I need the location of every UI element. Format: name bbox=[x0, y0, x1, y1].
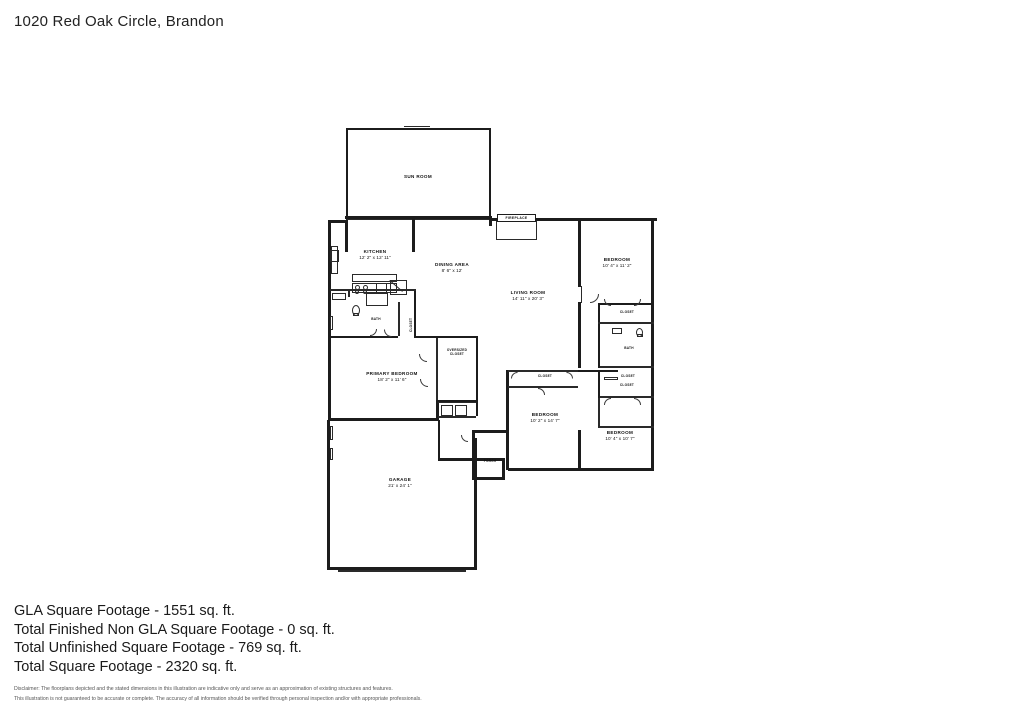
wall-kitchen-nook-right bbox=[412, 216, 415, 252]
wall-garage-west bbox=[327, 420, 330, 570]
wall-small-closet-left bbox=[398, 302, 400, 336]
wall-east-main bbox=[651, 218, 654, 471]
wall-hall-bottom bbox=[474, 430, 508, 433]
bathtub bbox=[366, 293, 388, 306]
summary-block bbox=[14, 602, 335, 676]
wall-bedroom3-top bbox=[508, 370, 578, 372]
wall-sunroom-top bbox=[346, 128, 491, 130]
closet-label-1: CLOSET bbox=[619, 310, 635, 314]
fireplace-wall-right bbox=[536, 221, 537, 240]
room-label-porch: PORCH bbox=[483, 459, 497, 463]
disclaimer-line-1: Disclaimer: The floorplans depicted and the stated dimensions in this illustration are indicative only and serve as an approximation of existing structures and features. bbox=[14, 686, 393, 692]
closet-label-2: CLOSET bbox=[619, 383, 635, 387]
room-label-primary-bedroom: PRIMARY BEDROOM 18' 2" x 11' 6" bbox=[366, 371, 418, 383]
wall-porch-east bbox=[502, 458, 505, 480]
wall-living-bedroom1 bbox=[578, 221, 581, 287]
window-west-2 bbox=[330, 426, 333, 440]
wall-living-hall bbox=[578, 302, 581, 368]
door-arc-closet4b bbox=[560, 372, 573, 385]
disclaimer-block bbox=[14, 685, 422, 704]
wall-closet1-left bbox=[598, 303, 600, 323]
wall-east-wing-left bbox=[578, 430, 581, 471]
garage-door bbox=[338, 570, 466, 572]
door-arc-oversized-closet bbox=[419, 346, 435, 362]
window-west-1 bbox=[330, 316, 333, 330]
door-arc-closet3b bbox=[627, 398, 641, 412]
wall-oversized-closet-left bbox=[436, 338, 438, 400]
closet-label-oversized-1: OVERSIZED bbox=[446, 348, 468, 352]
wall-north-kitchen bbox=[345, 216, 415, 219]
door-arc-primary-entry bbox=[420, 371, 436, 387]
toilet-tank-right bbox=[637, 334, 643, 337]
sunroom-door-opening bbox=[404, 126, 430, 127]
room-label-bedroom-southeast: BEDROOM 10' 4" x 10' 7" bbox=[605, 430, 635, 442]
kitchen-sink bbox=[330, 250, 339, 262]
room-label-bedroom-north: BEDROOM 10' 4" x 11' 2" bbox=[602, 257, 632, 269]
fireplace-wall-left bbox=[496, 221, 497, 240]
wall-bath-top bbox=[330, 289, 416, 291]
room-label-garage: GARAGE 21' x 24' 1" bbox=[388, 477, 412, 489]
bath-vanity bbox=[332, 293, 346, 300]
wall-primary-top-right bbox=[414, 336, 478, 338]
summary-line-non-gla: Total Finished Non GLA Square Footage - 0 sq. ft. bbox=[14, 621, 335, 638]
wall-kitchen-nook-left bbox=[345, 220, 348, 252]
bath-label-right: BATH bbox=[624, 346, 634, 350]
summary-line-total: Total Square Footage - 2320 sq. ft. bbox=[14, 658, 238, 675]
closet-shelf-2 bbox=[604, 377, 618, 380]
wall-primary-bottom bbox=[328, 418, 438, 421]
wall-closet3-left bbox=[598, 398, 600, 428]
wall-north-right bbox=[533, 218, 657, 221]
door-arc-closet3 bbox=[604, 398, 618, 412]
washer bbox=[441, 405, 453, 416]
wall-south-east-wing bbox=[578, 468, 654, 471]
disclaimer-line-2: This illustration is not guaranteed to be accurate or complete. The accuracy of all information should be verified through personal inspection and/or with appropriate professionals. bbox=[14, 695, 422, 702]
wall-closet4-bottom bbox=[508, 386, 578, 388]
wall-primary-right bbox=[476, 336, 478, 416]
closet-label-small: CLOSET bbox=[409, 317, 413, 332]
closet-label-4: CLOSET bbox=[537, 374, 553, 378]
room-label-living-room: LIVING ROOM 14' 11" x 20' 3" bbox=[510, 290, 546, 302]
wall-bedroom3-left bbox=[506, 370, 509, 470]
wall-hall-closet-left bbox=[598, 372, 600, 398]
dryer bbox=[455, 405, 467, 416]
room-label-bedroom-south: BEDROOM 10' 2" x 14' 7" bbox=[530, 412, 560, 424]
bath-toilet-tank bbox=[353, 313, 359, 316]
wall-closet3-bottom bbox=[600, 426, 654, 428]
wall-laundry-top bbox=[438, 402, 476, 403]
room-label-kitchen: KITCHEN 12' 2" x 12' 11" bbox=[359, 249, 391, 261]
door-leaf-bedroom1 bbox=[581, 286, 582, 303]
door-arc-closet4 bbox=[511, 372, 524, 385]
wall-sunroom-left bbox=[346, 128, 348, 220]
door-arc-small-closet bbox=[384, 322, 399, 337]
door-arc-bath bbox=[363, 322, 377, 336]
floorplan-diagram bbox=[0, 40, 1024, 600]
wall-sunroom-right bbox=[489, 128, 491, 220]
door-arc-bedroom1 bbox=[581, 285, 599, 303]
fireplace: FIREPLACE bbox=[497, 214, 536, 222]
summary-line-gla: GLA Square Footage - 1551 sq. ft. bbox=[14, 603, 235, 619]
wall-porch-left bbox=[438, 420, 440, 460]
bath-label-primary: BATH bbox=[371, 317, 381, 321]
fireplace-hearth bbox=[496, 239, 537, 240]
room-label-sun-room: SUN ROOM bbox=[403, 174, 433, 179]
wall-south-bedroom3 bbox=[508, 468, 580, 471]
page-title: 1020 Red Oak Circle, Brandon bbox=[14, 13, 224, 30]
closet-label-hall: CLOSET bbox=[620, 374, 636, 378]
door-arc-bedroom3 bbox=[531, 388, 545, 402]
wall-laundry-bottom bbox=[438, 416, 476, 418]
wall-closet1-bottom bbox=[598, 322, 654, 324]
closet-label-oversized-2: CLOSET bbox=[449, 352, 465, 356]
wall-hall-closet-bottom bbox=[600, 396, 654, 398]
vanity-right-bath bbox=[612, 328, 622, 334]
wall-bath-primary-right bbox=[414, 289, 416, 337]
wall-garage-east bbox=[474, 438, 477, 570]
window-west-3 bbox=[330, 448, 333, 460]
wall-north-dining bbox=[412, 216, 492, 219]
wall-bath-right-left bbox=[598, 324, 600, 368]
wall-bath-right-bottom bbox=[600, 366, 654, 368]
summary-line-unfinished: Total Unfinished Square Footage - 769 sq. ft. bbox=[14, 640, 302, 657]
dishwasher bbox=[376, 283, 387, 293]
room-label-dining-area: DINING AREA 8' 6" x 12' bbox=[434, 262, 470, 274]
